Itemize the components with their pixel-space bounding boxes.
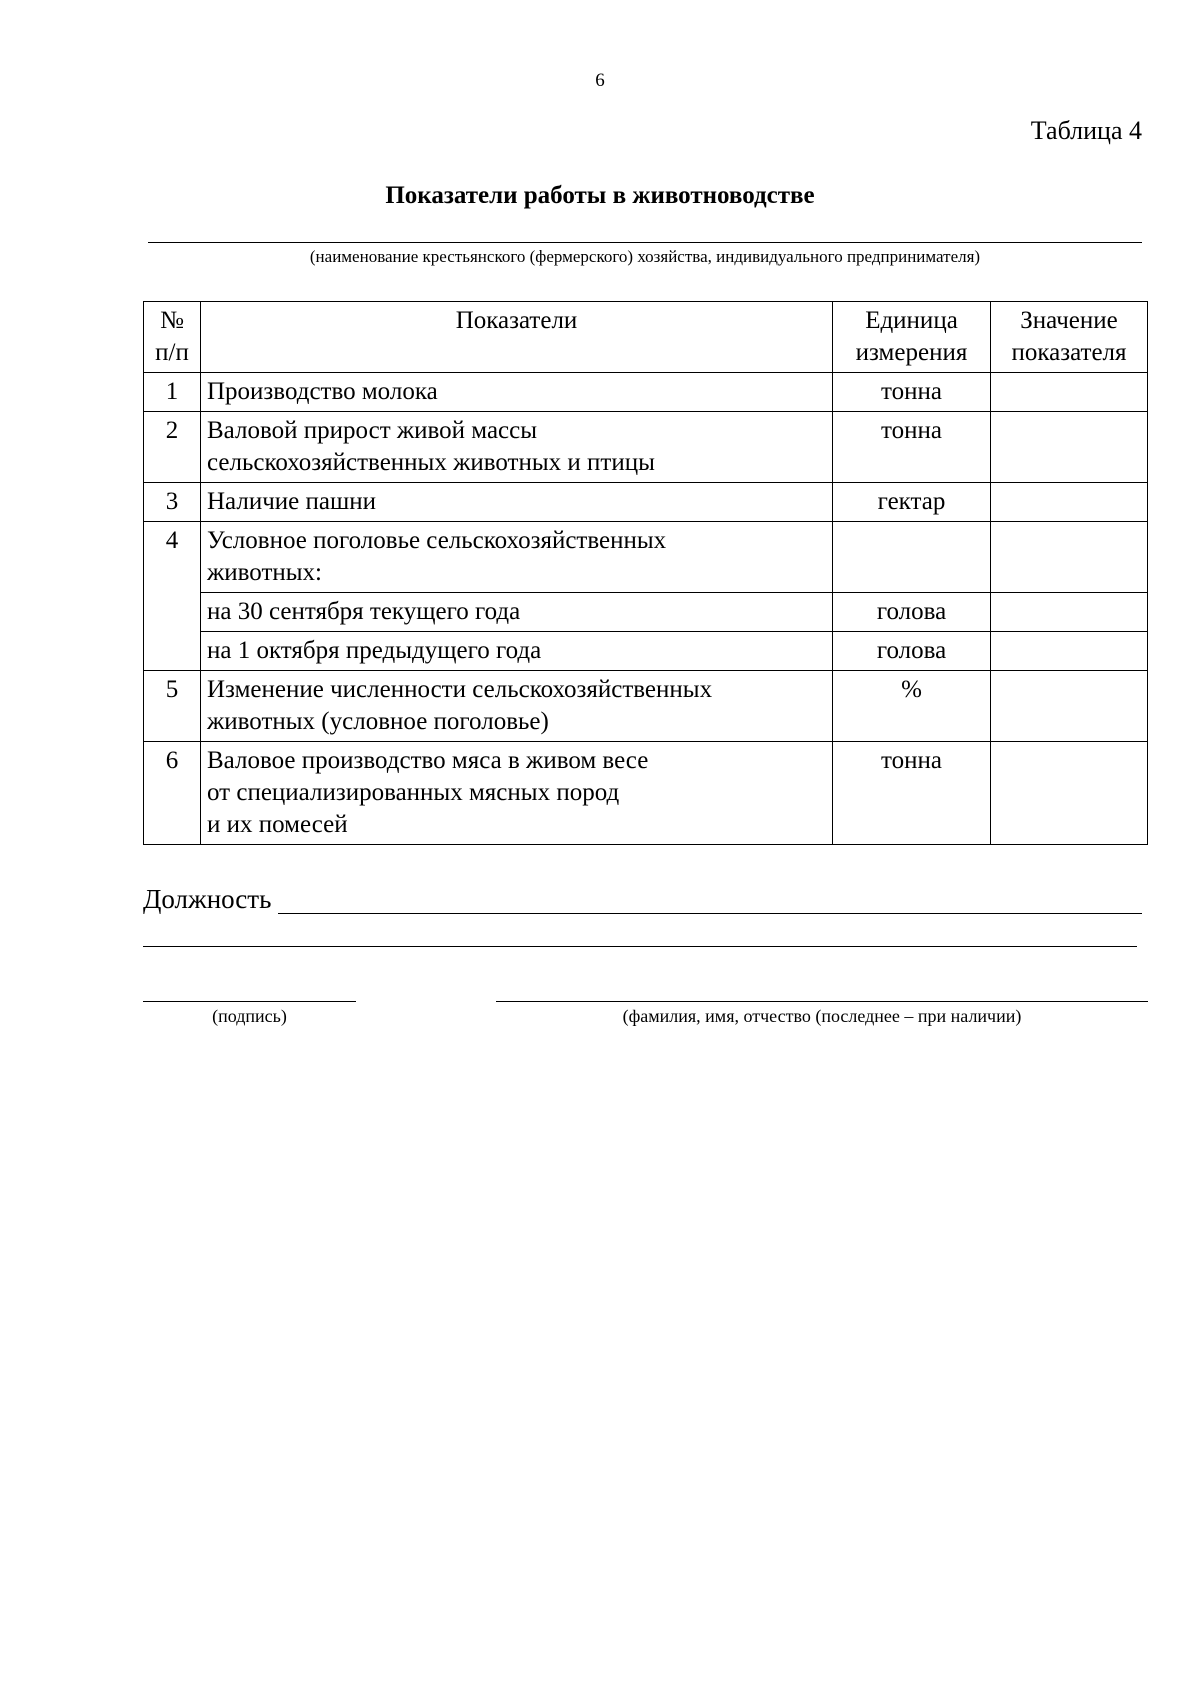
- header-unit-line: измерения: [855, 339, 968, 366]
- document-title: Показатели работы в животноводстве: [385, 182, 815, 209]
- organization-name-caption: (наименование крестьянского (фермерского) хозяйства, индивидуального предпринимателя): [309, 247, 981, 266]
- indicator-name: [201, 373, 833, 412]
- row-number: 6: [144, 742, 201, 845]
- header-unit-line: Единица: [865, 307, 958, 334]
- row-number: 5: [144, 671, 201, 742]
- value-cell[interactable]: [991, 632, 1148, 671]
- row-number: 3: [144, 483, 201, 522]
- unit-cell: [833, 522, 991, 593]
- signature-field-line[interactable]: [143, 1001, 356, 1002]
- table-row: [144, 522, 1148, 593]
- header-value-line: Значение: [1020, 307, 1118, 334]
- indicators-table: [143, 301, 1148, 845]
- indicator-line: животных (условное поголовье): [207, 708, 549, 735]
- indicator-name: [201, 742, 833, 845]
- unit-cell: тонна: [833, 373, 991, 412]
- header-unit: [833, 302, 991, 373]
- unit-cell: гектар: [833, 483, 991, 522]
- indicator-name: [201, 522, 833, 593]
- table-row: [144, 412, 1148, 483]
- header-value-line: показателя: [1011, 339, 1127, 366]
- table-subrow: [144, 593, 1148, 632]
- table-subrow: [144, 632, 1148, 671]
- position-label: Должность: [143, 884, 272, 914]
- row-number: 2: [144, 412, 201, 483]
- indicator-line: Наличие пашни: [207, 488, 377, 515]
- value-cell[interactable]: [991, 483, 1148, 522]
- value-cell[interactable]: [991, 522, 1148, 593]
- table-label: Таблица 4: [1030, 116, 1142, 145]
- indicator-line: Производство молока: [207, 378, 438, 405]
- indicator-line: на 1 октября предыдущего года: [207, 637, 542, 664]
- value-cell[interactable]: [991, 373, 1148, 412]
- indicator-line: Валовое производство мяса в живом весе: [207, 747, 649, 774]
- position-field-line-continued[interactable]: [143, 946, 1137, 947]
- unit-cell: голова: [833, 593, 991, 632]
- indicator-line: Валовой прирост живой массы: [207, 417, 538, 444]
- header-value: [991, 302, 1148, 373]
- value-cell[interactable]: [991, 671, 1148, 742]
- indicator-line: и их помесей: [207, 811, 348, 838]
- full-name-caption: (фамилия, имя, отчество (последнее – при наличии): [622, 1006, 1022, 1026]
- unit-cell: тонна: [833, 412, 991, 483]
- table-header-row: [144, 302, 1148, 373]
- signature-caption: (подпись): [212, 1006, 287, 1026]
- header-number: [144, 302, 201, 373]
- table-row: [144, 742, 1148, 845]
- header-number-line: п/п: [155, 339, 189, 366]
- indicator-line: Изменение численности сельскохозяйственных: [207, 676, 713, 703]
- indicator-line: от специализированных мясных пород: [207, 779, 620, 806]
- indicator-line: на 30 сентября текущего года: [207, 598, 521, 625]
- table-row: [144, 373, 1148, 412]
- indicator-name: [201, 593, 833, 632]
- indicator-name: [201, 483, 833, 522]
- value-cell[interactable]: [991, 742, 1148, 845]
- organization-name-line: [148, 242, 1142, 243]
- row-number: 4: [144, 522, 201, 671]
- indicator-line: сельскохозяйственных животных и птицы: [207, 449, 655, 476]
- table-row: [144, 483, 1148, 522]
- table-row: [144, 671, 1148, 742]
- row-number: 1: [144, 373, 201, 412]
- unit-cell: тонна: [833, 742, 991, 845]
- indicator-line: Условное поголовье сельскохозяйственных: [207, 527, 667, 554]
- position-field-line[interactable]: [278, 913, 1142, 914]
- full-name-field-line[interactable]: [496, 1001, 1148, 1002]
- header-number-line: №: [160, 307, 184, 334]
- indicator-line: животных:: [207, 559, 323, 586]
- header-indicator: Показатели: [201, 302, 833, 373]
- value-cell[interactable]: [991, 412, 1148, 483]
- indicator-name: [201, 671, 833, 742]
- unit-cell: %: [833, 671, 991, 742]
- page-number: 6: [595, 70, 605, 91]
- indicator-name: [201, 632, 833, 671]
- unit-cell: голова: [833, 632, 991, 671]
- indicator-name: [201, 412, 833, 483]
- value-cell[interactable]: [991, 593, 1148, 632]
